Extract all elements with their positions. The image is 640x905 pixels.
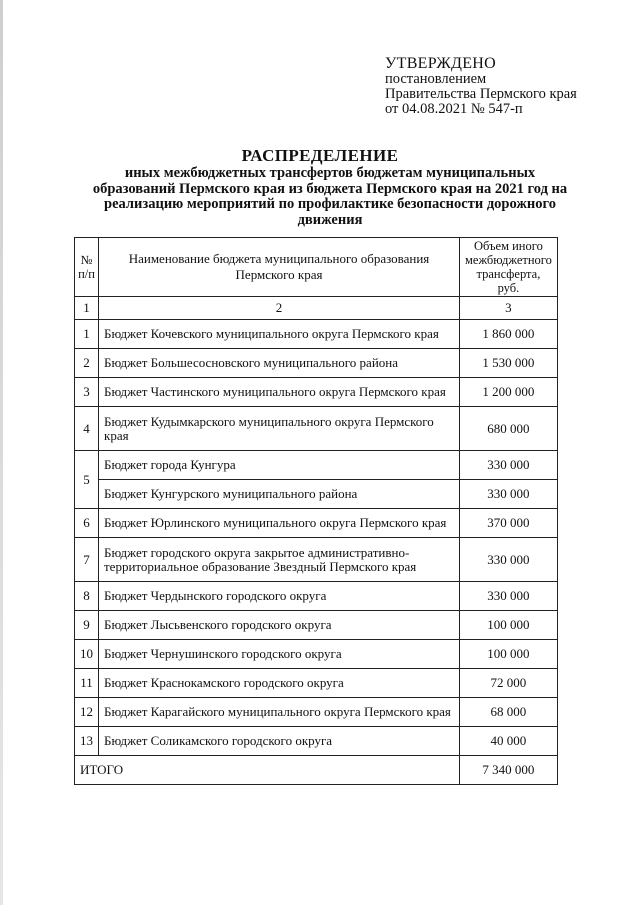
row-num: 5 [75, 451, 99, 509]
column-index: 3 [460, 297, 558, 320]
row-name: Бюджет Чернушинского городского округа [99, 640, 460, 669]
row-amount: 680 000 [460, 407, 558, 451]
row-num: 8 [75, 582, 99, 611]
table-row [75, 378, 558, 407]
table-row [75, 727, 558, 756]
header-name: Наименование бюджета муниципального образования Пермского края [99, 238, 460, 297]
row-amount: 68 000 [460, 698, 558, 727]
table-row [75, 611, 558, 640]
total-label: ИТОГО [75, 756, 460, 785]
row-amount: 100 000 [460, 640, 558, 669]
row-num: 10 [75, 640, 99, 669]
row-num: 6 [75, 509, 99, 538]
table-row [75, 538, 558, 582]
column-index-row [75, 297, 558, 320]
distribution-table [74, 237, 558, 785]
row-name: Бюджет города Кунгура [99, 451, 460, 480]
row-num: 13 [75, 727, 99, 756]
table-row [75, 451, 558, 480]
row-amount: 100 000 [460, 611, 558, 640]
row-num: 1 [75, 320, 99, 349]
row-amount: 1 200 000 [460, 378, 558, 407]
row-name: Бюджет Лысьвенского городского округа [99, 611, 460, 640]
row-name: Бюджет Краснокамского городского округа [99, 669, 460, 698]
table-row [75, 349, 558, 378]
table-row [75, 509, 558, 538]
row-num: 11 [75, 669, 99, 698]
row-amount: 72 000 [460, 669, 558, 698]
column-index: 1 [75, 297, 99, 320]
table-row [75, 480, 558, 509]
row-amount: 40 000 [460, 727, 558, 756]
approval-line-3: от 04.08.2021 № 547-п [385, 101, 523, 117]
table-row [75, 698, 558, 727]
approval-heading: УТВЕРЖДЕНО [385, 55, 497, 72]
approval-line-2: Правительства Пермского края [385, 86, 577, 102]
header-num: № п/п [75, 238, 99, 297]
row-name: Бюджет Большесосновского муниципального района [99, 349, 460, 378]
row-amount: 330 000 [460, 582, 558, 611]
scan-edge [0, 0, 3, 905]
row-num: 12 [75, 698, 99, 727]
table-row [75, 582, 558, 611]
row-name: Бюджет Карагайского муниципального округа Пермского края [99, 698, 460, 727]
row-name: Бюджет Кунгурского муниципального района [99, 480, 460, 509]
table-row [75, 669, 558, 698]
row-name: Бюджет Кочевского муниципального округа Пермского края [99, 320, 460, 349]
total-amount: 7 340 000 [460, 756, 558, 785]
row-name: Бюджет Кудымкарского муниципального округа Пермского края [99, 407, 460, 451]
table-row [75, 407, 558, 451]
row-amount: 330 000 [460, 538, 558, 582]
table-header-row [75, 238, 558, 297]
table-row [75, 320, 558, 349]
document-subtitle: иных межбюджетных трансфертов бюджетам муниципальных образований Пермского края из бюджета Пермского края на 2021 год на реализацию мероприятий по профилактике безопасности дорожного движения [92, 165, 568, 228]
column-index: 2 [99, 297, 460, 320]
approval-line-1: постановлением [385, 71, 487, 87]
approval-stamp [385, 55, 577, 117]
total-row [75, 756, 558, 785]
row-num: 7 [75, 538, 99, 582]
document-title: РАСПРЕДЕЛЕНИЕ [241, 146, 399, 165]
header-amount: Объем иного межбюджетного трансферта, руб. [460, 238, 558, 297]
row-amount: 330 000 [460, 451, 558, 480]
row-num: 3 [75, 378, 99, 407]
row-name: Бюджет городского округа закрытое административно-территориальное образование Звездный Пермского края [99, 538, 460, 582]
row-amount: 1 530 000 [460, 349, 558, 378]
row-name: Бюджет Частинского муниципального округа Пермского края [99, 378, 460, 407]
row-name: Бюджет Чердынского городского округа [99, 582, 460, 611]
row-num: 4 [75, 407, 99, 451]
row-name: Бюджет Соликамского городского округа [99, 727, 460, 756]
table-row [75, 640, 558, 669]
row-amount: 1 860 000 [460, 320, 558, 349]
row-num: 2 [75, 349, 99, 378]
row-name: Бюджет Юрлинского муниципального округа Пермского края [99, 509, 460, 538]
row-num: 9 [75, 611, 99, 640]
row-amount: 330 000 [460, 480, 558, 509]
row-amount: 370 000 [460, 509, 558, 538]
